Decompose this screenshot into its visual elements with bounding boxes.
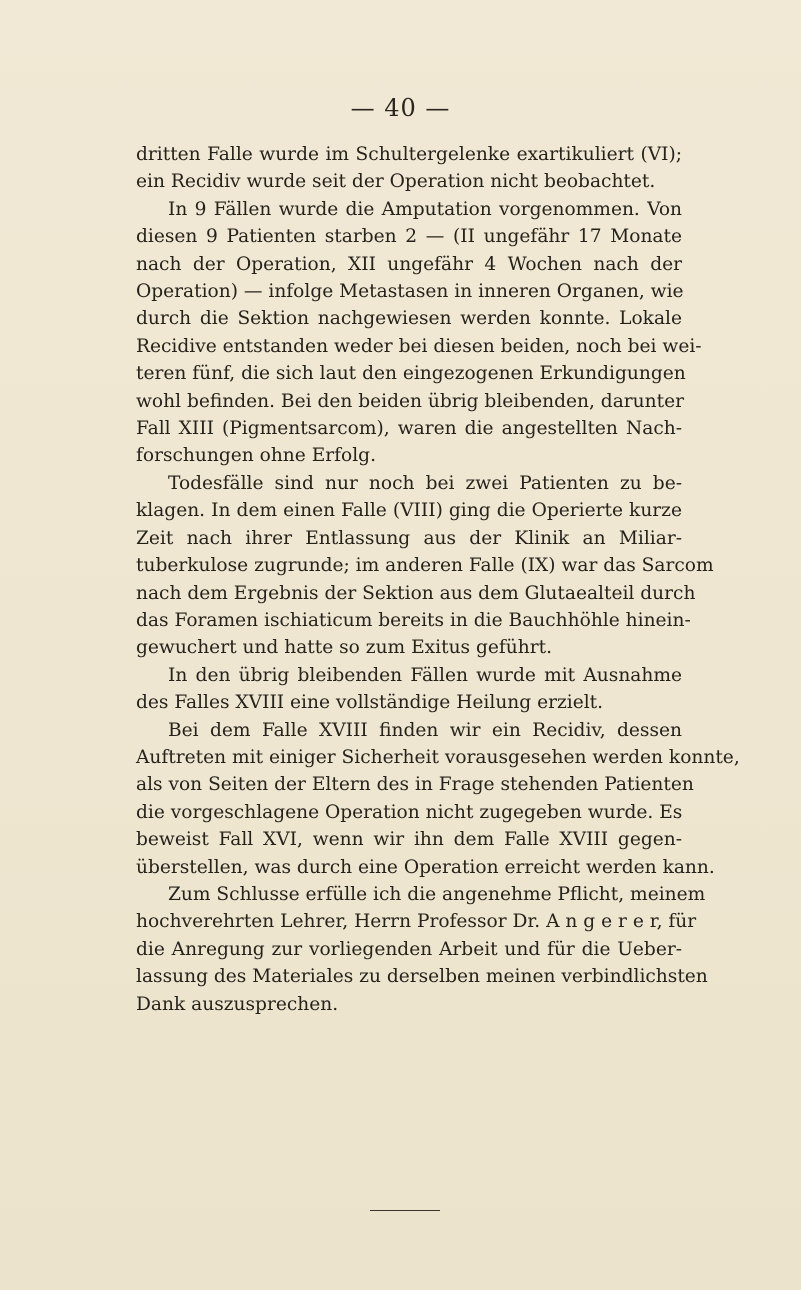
text-line: In den übrig bleibenden Fällen wurde mit Ausnahme bbox=[168, 664, 682, 686]
text-line: Dank auszusprechen. bbox=[136, 993, 339, 1015]
text-line: Zeit nach ihrer Entlassung aus der Klinik an Miliar- bbox=[136, 527, 682, 549]
text-line: Operation) — infolge Metastasen in inneren Organen, wie bbox=[136, 281, 684, 303]
text-line: Bei dem Falle XVIII finden wir ein Recidiv, dessen bbox=[168, 719, 682, 741]
text-line: gewuchert und hatte so zum Exitus geführt. bbox=[136, 637, 553, 659]
text-line: forschungen ohne Erfolg. bbox=[136, 445, 376, 467]
text-line: Fall XIII (Pigmentsarcom), waren die angestellten Nach- bbox=[136, 418, 682, 440]
text-line: teren fünf, die sich laut den eingezogenen Erkundigungen bbox=[136, 363, 686, 385]
text-line: tuberkulose zugrunde; im anderen Falle (IX) war das Sarcom bbox=[136, 555, 714, 577]
text-line: diesen 9 Patienten starben 2 — (II ungefähr 17 Monate bbox=[136, 226, 682, 248]
text-line: Recidive entstanden weder bei diesen beiden, noch bei wei- bbox=[136, 335, 702, 357]
text-line: beweist Fall XVI, wenn wir ihn dem Falle XVIII gegen- bbox=[136, 829, 682, 851]
text-line: lassung des Materiales zu derselben meinen verbindlichsten bbox=[136, 966, 708, 988]
text-line: Todesfälle sind nur noch bei zwei Patienten zu be- bbox=[168, 472, 682, 494]
text-line: das Foramen ischiaticum bereits in die Bauchhöhle hinein- bbox=[136, 609, 691, 631]
text-line: überstellen, was durch eine Operation erreicht werden kann. bbox=[136, 856, 715, 878]
text-line: Auftreten mit einiger Sicherheit vorausgesehen werden konnte, bbox=[136, 746, 740, 768]
body-text bbox=[136, 141, 740, 1018]
text-line: ein Recidiv wurde seit der Operation nicht beobachtet. bbox=[136, 171, 656, 193]
text-line: wohl befinden. Bei den beiden übrig bleibenden, darunter bbox=[136, 390, 684, 412]
text-line: nach der Operation, XII ungefähr 4 Wochen nach der bbox=[136, 253, 682, 275]
text-line: die vorgeschlagene Operation nicht zugegeben wurde. Es bbox=[136, 801, 683, 823]
end-rule bbox=[370, 1210, 440, 1211]
text-line: durch die Sektion nachgewiesen werden konnte. Lokale bbox=[136, 308, 682, 330]
text-line: klagen. In dem einen Falle (VIII) ging die Operierte kurze bbox=[136, 500, 682, 522]
page-number: — 40 — bbox=[350, 94, 451, 122]
text-line: als von Seiten der Eltern des in Frage stehenden Patienten bbox=[136, 774, 694, 796]
text-line: die Anregung zur vorliegenden Arbeit und für die Ueber- bbox=[136, 938, 682, 960]
text-line: dritten Falle wurde im Schultergelenke exartikuliert (VI); bbox=[136, 144, 682, 165]
text-line: des Falles XVIII eine vollständige Heilung erzielt. bbox=[136, 692, 604, 714]
text-line: nach dem Ergebnis der Sektion aus dem Glutaealteil durch bbox=[136, 582, 696, 604]
text-line: Zum Schlusse erfülle ich die angenehme Pflicht, meinem bbox=[168, 883, 706, 905]
text-line: hochverehrten Lehrer, Herrn Professor Dr. A n g e r e r, für bbox=[136, 911, 697, 933]
text-line: In 9 Fällen wurde die Amputation vorgenommen. Von bbox=[168, 198, 682, 220]
